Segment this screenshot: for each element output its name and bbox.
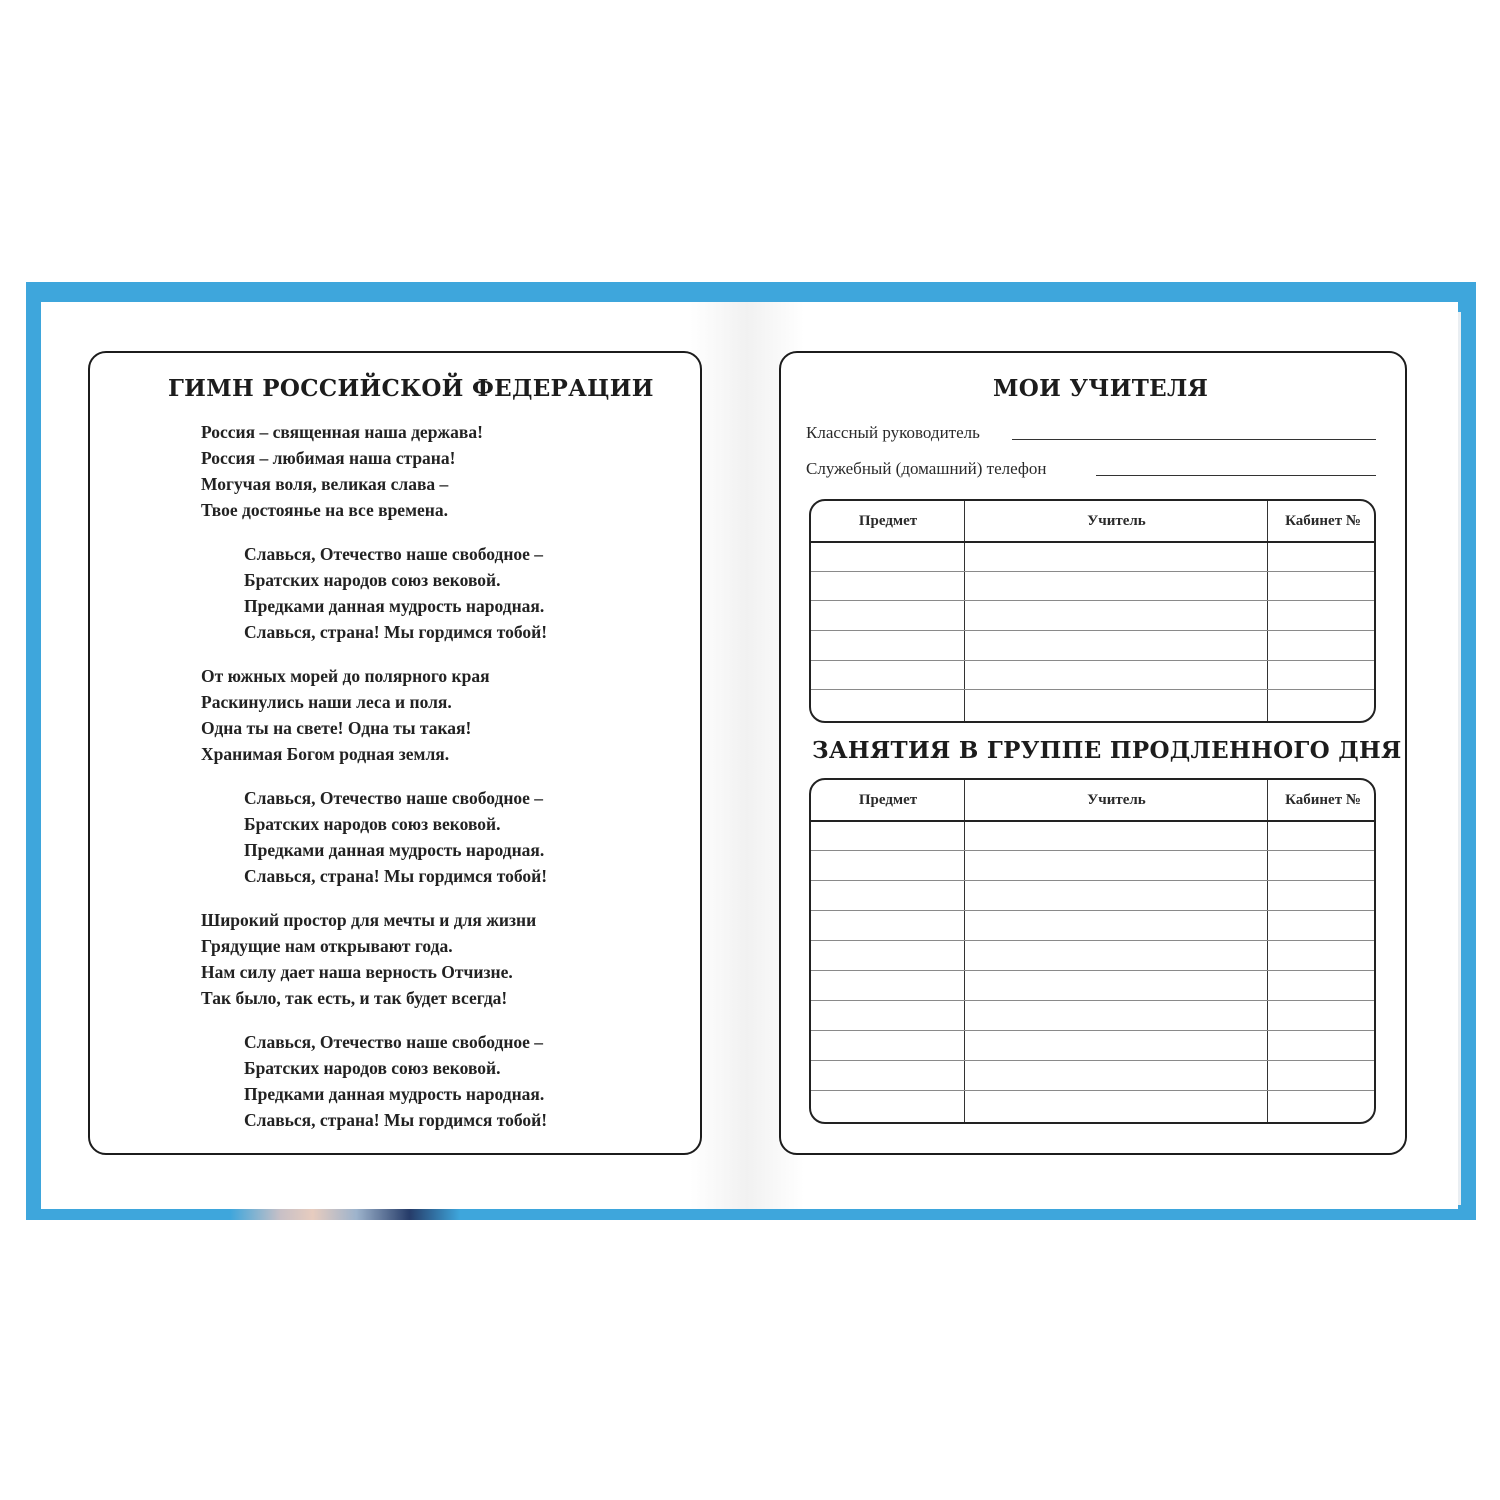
table-row	[811, 630, 1374, 631]
anthem-title: ГИМН РОССИЙСКОЙ ФЕДЕРАЦИИ	[168, 375, 654, 402]
anthem-line: Славься, Отечество наше свободное –	[244, 544, 544, 564]
page-edge	[1458, 312, 1461, 1205]
teachers-title: МОИ УЧИТЕЛЯ	[993, 375, 1209, 402]
header-room: Кабинет №	[1285, 792, 1361, 808]
table-header	[811, 780, 1374, 822]
anthem-line: Одна ты на свете! Одна ты такая!	[201, 718, 472, 738]
anthem-line: Грядущие нам открывают года.	[201, 936, 453, 956]
phone-field	[806, 459, 1046, 479]
anthem-line: Братских народов союз вековой.	[244, 814, 501, 834]
anthem-line: Нам силу дает наша верность Отчизне.	[201, 962, 513, 982]
table-row	[811, 910, 1374, 911]
anthem-line: Предками данная мудрость народная.	[244, 1084, 545, 1104]
anthem-line: Хранимая Богом родная земля.	[201, 744, 450, 764]
table-row	[811, 660, 1374, 661]
anthem-line: Предками данная мудрость народная.	[244, 840, 545, 860]
anthem-line: Братских народов союз вековой.	[244, 570, 501, 590]
table-row	[811, 1090, 1374, 1091]
header-room: Кабинет №	[1285, 513, 1361, 529]
anthem-line: Славься, страна! Мы гордимся тобой!	[244, 622, 548, 642]
table-row	[811, 940, 1374, 941]
column-divider	[1267, 780, 1268, 1122]
anthem-line: Твое достоянье на все времена.	[201, 500, 448, 520]
anthem-line: Славься, страна! Мы гордимся тобой!	[244, 1110, 548, 1130]
class-teacher-field	[806, 423, 980, 443]
header-teacher: Учитель	[1087, 792, 1146, 808]
class-teacher-input-line[interactable]	[1012, 439, 1376, 440]
table-row	[811, 850, 1374, 851]
anthem-line: Россия – священная наша держава!	[201, 422, 483, 442]
header-teacher: Учитель	[1087, 513, 1146, 529]
teachers-table	[809, 499, 1376, 723]
anthem-line: Братских народов союз вековой.	[244, 1058, 501, 1078]
table-row	[811, 689, 1374, 690]
anthem-line: От южных морей до полярного края	[201, 666, 490, 686]
anthem-line: Так было, так есть, и так будет всегда!	[201, 988, 508, 1008]
phone-label: Служебный (домашний) телефон	[806, 459, 1047, 478]
anthem-line: Широкий простор для мечты и для жизни	[201, 910, 537, 930]
header-subject: Предмет	[858, 792, 918, 808]
class-teacher-label: Классный руководитель	[806, 423, 980, 442]
anthem-line: Славься, Отечество наше свободное –	[244, 788, 544, 808]
table-row	[811, 1000, 1374, 1001]
anthem-line: Могучая воля, великая слава –	[201, 474, 449, 494]
anthem-line: Раскинулись наши леса и поля.	[201, 692, 452, 712]
table-row	[811, 1030, 1374, 1031]
column-divider	[964, 780, 965, 1122]
extended-day-table	[809, 778, 1376, 1124]
table-row	[811, 970, 1374, 971]
table-row	[811, 1060, 1374, 1061]
anthem-line: Славься, страна! Мы гордимся тобой!	[244, 866, 548, 886]
table-row	[811, 880, 1374, 881]
header-subject: Предмет	[858, 513, 918, 529]
phone-input-line[interactable]	[1096, 475, 1376, 476]
anthem-line: Предками данная мудрость народная.	[244, 596, 545, 616]
table-row	[811, 600, 1374, 601]
anthem-line: Славься, Отечество наше свободное –	[244, 1032, 544, 1052]
anthem-line: Россия – любимая наша страна!	[201, 448, 456, 468]
table-header	[811, 501, 1374, 543]
extended-day-title: ЗАНЯТИЯ В ГРУППЕ ПРОДЛЕННОГО ДНЯ	[812, 737, 1402, 764]
table-row	[811, 571, 1374, 572]
